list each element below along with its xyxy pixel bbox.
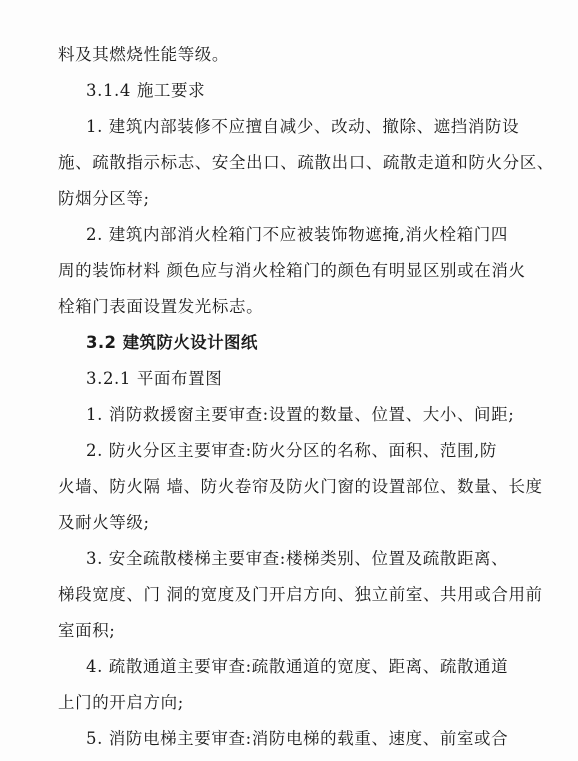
text-line-continuation: 料及其燃烧性能等级。	[58, 45, 229, 64]
paragraph-line: 1. 建筑内部装修不应擅自减少、改动、撤除、遮挡消防设	[86, 117, 520, 136]
paragraph-line: 栓箱门表面设置发光标志。	[58, 297, 264, 316]
paragraph-line: 及耐火等级;	[58, 513, 150, 532]
section-heading-3-1-4: 3.1.4 施工要求	[86, 81, 206, 100]
paragraph-line: 上门的开启方向;	[58, 693, 184, 712]
paragraph-line: 施、疏散指示标志、安全出口、疏散出口、疏散走道和防火分区、	[58, 153, 554, 172]
paragraph-line: 2. 防火分区主要审查:防火分区的名称、面积、范围,防	[86, 441, 497, 460]
paragraph-line: 室面积;	[58, 621, 116, 640]
paragraph-line: 5. 消防电梯主要审查:消防电梯的载重、速度、前室或合	[86, 729, 509, 748]
paragraph-line: 梯段宽度、门 洞的宽度及门开启方向、独立前室、共用或合用前	[58, 585, 543, 604]
paragraph-line: 周的装饰材料 颜色应与消火栓箱门的颜色有明显区别或在消火	[58, 261, 526, 280]
paragraph-line: 火墙、防火隔 墙、防火卷帘及防火门窗的设置部位、数量、长度	[58, 477, 543, 496]
paragraph-line: 1. 消防救援窗主要审查:设置的数量、位置、大小、间距;	[86, 405, 515, 424]
paragraph-line: 防烟分区等;	[58, 189, 150, 208]
paragraph-line: 3. 安全疏散楼梯主要审查:楼梯类别、位置及疏散距离、	[86, 549, 509, 568]
paragraph-line: 2. 建筑内部消火栓箱门不应被装饰物遮掩,消火栓箱门四	[86, 225, 508, 244]
section-heading-3-2-1: 3.2.1 平面布置图	[86, 369, 223, 388]
section-heading-3-2: 3.2 建筑防火设计图纸	[86, 333, 258, 352]
paragraph-line: 4. 疏散通道主要审查:疏散通道的宽度、距离、疏散通道	[86, 657, 509, 676]
